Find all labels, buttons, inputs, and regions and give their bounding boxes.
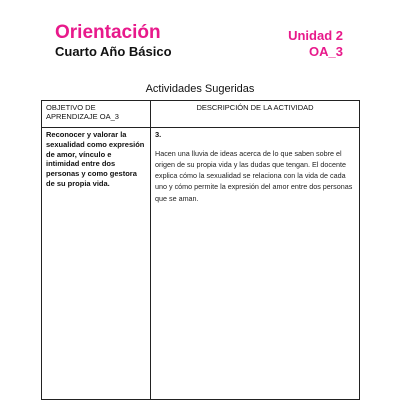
oa-label: OA_3 bbox=[309, 44, 343, 59]
objective-cell bbox=[42, 128, 151, 400]
grade-subtitle: Cuarto Año Básico bbox=[55, 44, 172, 59]
objective-column-header: OBJETIVO DE APRENDIZAJE OA_3 bbox=[42, 101, 151, 128]
description-cell bbox=[151, 128, 360, 400]
unit-label: Unidad 2 bbox=[288, 28, 343, 43]
description-column-header: DESCRIPCIÓN DE LA ACTIVIDAD bbox=[151, 101, 360, 128]
objective-text: Reconocer y valorar la sexualidad como expresión de amor, vínculo e intimidad entre dos personas y como gestora de su propia vida. bbox=[46, 130, 145, 188]
activities-table bbox=[41, 100, 360, 400]
table-row bbox=[42, 128, 360, 400]
page-title: Orientación bbox=[55, 22, 161, 43]
table-header-row bbox=[42, 101, 360, 128]
activity-number: 3. bbox=[155, 130, 162, 139]
activity-description: Hacen una lluvia de ideas acerca de lo que saben sobre el origen de su propia vida y las dudas que tengan. El docente explica cómo la sexualidad se relaciona con la vida de cada uno y cómo permite la expresión del amor entre dos personas que se aman. bbox=[155, 149, 353, 203]
section-title: Actividades Sugeridas bbox=[145, 83, 255, 95]
